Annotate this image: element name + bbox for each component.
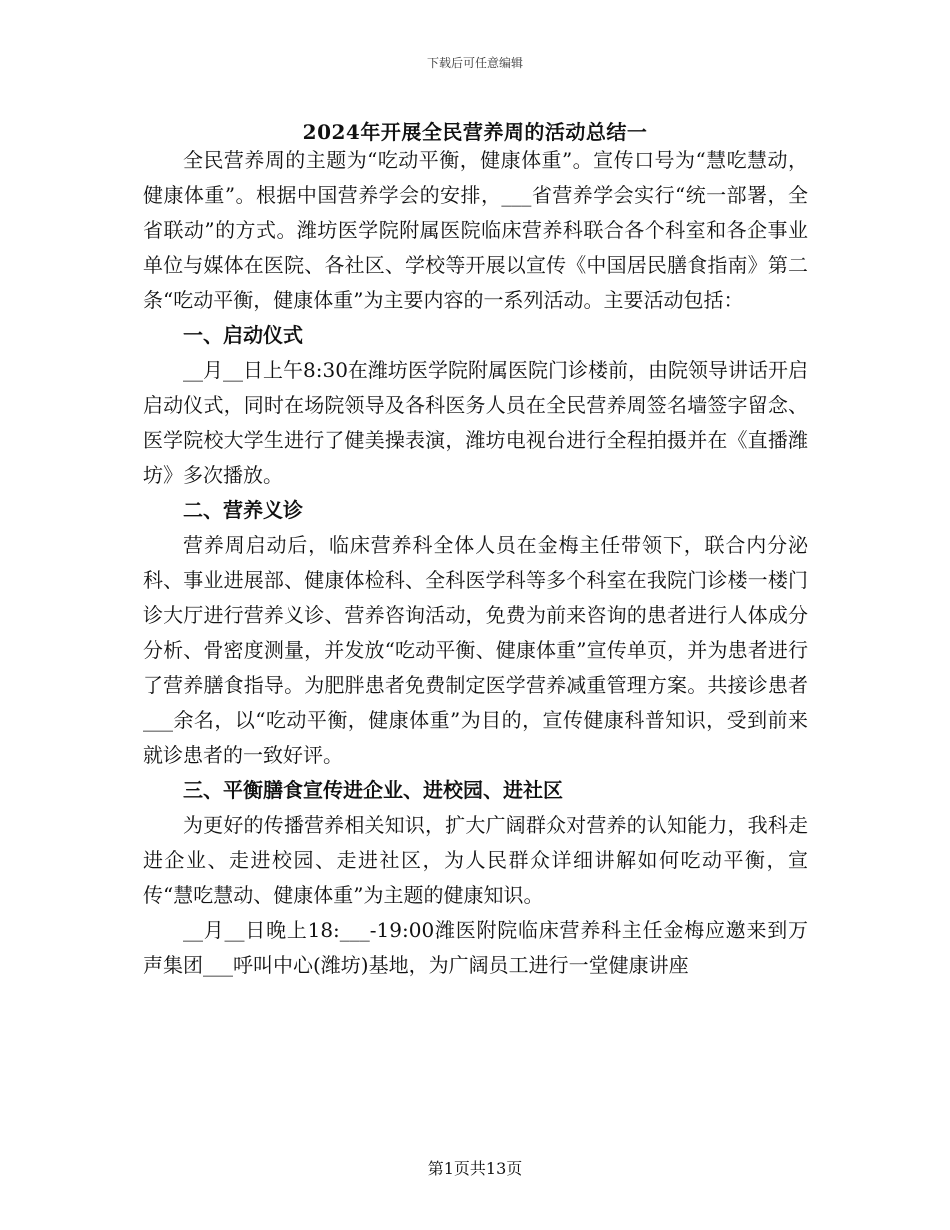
paragraph-outreach: 为更好的传播营养相关知识，扩大广阔群众对营养的认知能力，我科走进企业、走进校园、走进社区，为人民群众详细讲解如何吃动平衡，宣传“慧吃慧动、健康体重”为主题的健康知识。 bbox=[143, 813, 808, 907]
section-heading-launch: 一、启动仪式 bbox=[183, 323, 303, 347]
paragraph-intro: 全民营养周的主题为“吃动平衡，健康体重”。宣传口号为“慧吃慧动，健康体重”。根据中国营养学会的安排，___省营养学会实行“统一部署，全省联动”的方式。潍坊医学院附属医院临床营养科联合各个科室和各企事业单位与媒体在医院、各社区、学校等开展以宣传《中国居民膳食指南》第二条“吃动平衡，健康体重”为主要内容的一系列活动。主要活动包括： bbox=[143, 148, 808, 312]
section-heading-outreach: 三、平衡膳食宣传进企业、进校园、进社区 bbox=[183, 778, 563, 802]
document-body bbox=[143, 143, 808, 983]
section-heading-free-clinic: 二、营养义诊 bbox=[183, 498, 303, 522]
page-footer: 第1页共13页 bbox=[427, 1159, 523, 1178]
header-note: 下载后可任意编辑 bbox=[426, 56, 523, 70]
paragraph-free-clinic: 营养周启动后，临床营养科全体人员在金梅主任带领下，联合内分泌科、事业进展部、健康体检科、全科医学科等多个科室在我院门诊楼一楼门诊大厅进行营养义诊、营养咨询活动，免费为前来咨询的患者进行人体成分分析、骨密度测量，并发放“吃动平衡、健康体重”宣传单页，并为患者进行了营养膳食指导。为肥胖患者免费制定医学营养减重管理方案。共接诊患者___余名，以“吃动平衡，健康体重”为目的，宣传健康科普知识，受到前来就诊患者的一致好评。 bbox=[143, 533, 808, 767]
paragraph-launch: __月__日上午8:30在潍坊医学院附属医院门诊楼前，由院领导讲话开启启动仪式，同时在场院领导及各科医务人员在全民营养周签名墙签字留念、医学院校大学生进行了健美操表演，潍坊电视台进行全程拍摄并在《直播潍坊》多次播放。 bbox=[143, 358, 808, 487]
document-title: 2024年开展全民营养周的活动总结一 bbox=[302, 120, 648, 144]
paragraph-lecture: __月__日晚上18:___-19:00潍医附院临床营养科主任金梅应邀来到万声集团___呼叫中心(潍坊)基地，为广阔员工进行一堂健康讲座 bbox=[143, 918, 808, 977]
